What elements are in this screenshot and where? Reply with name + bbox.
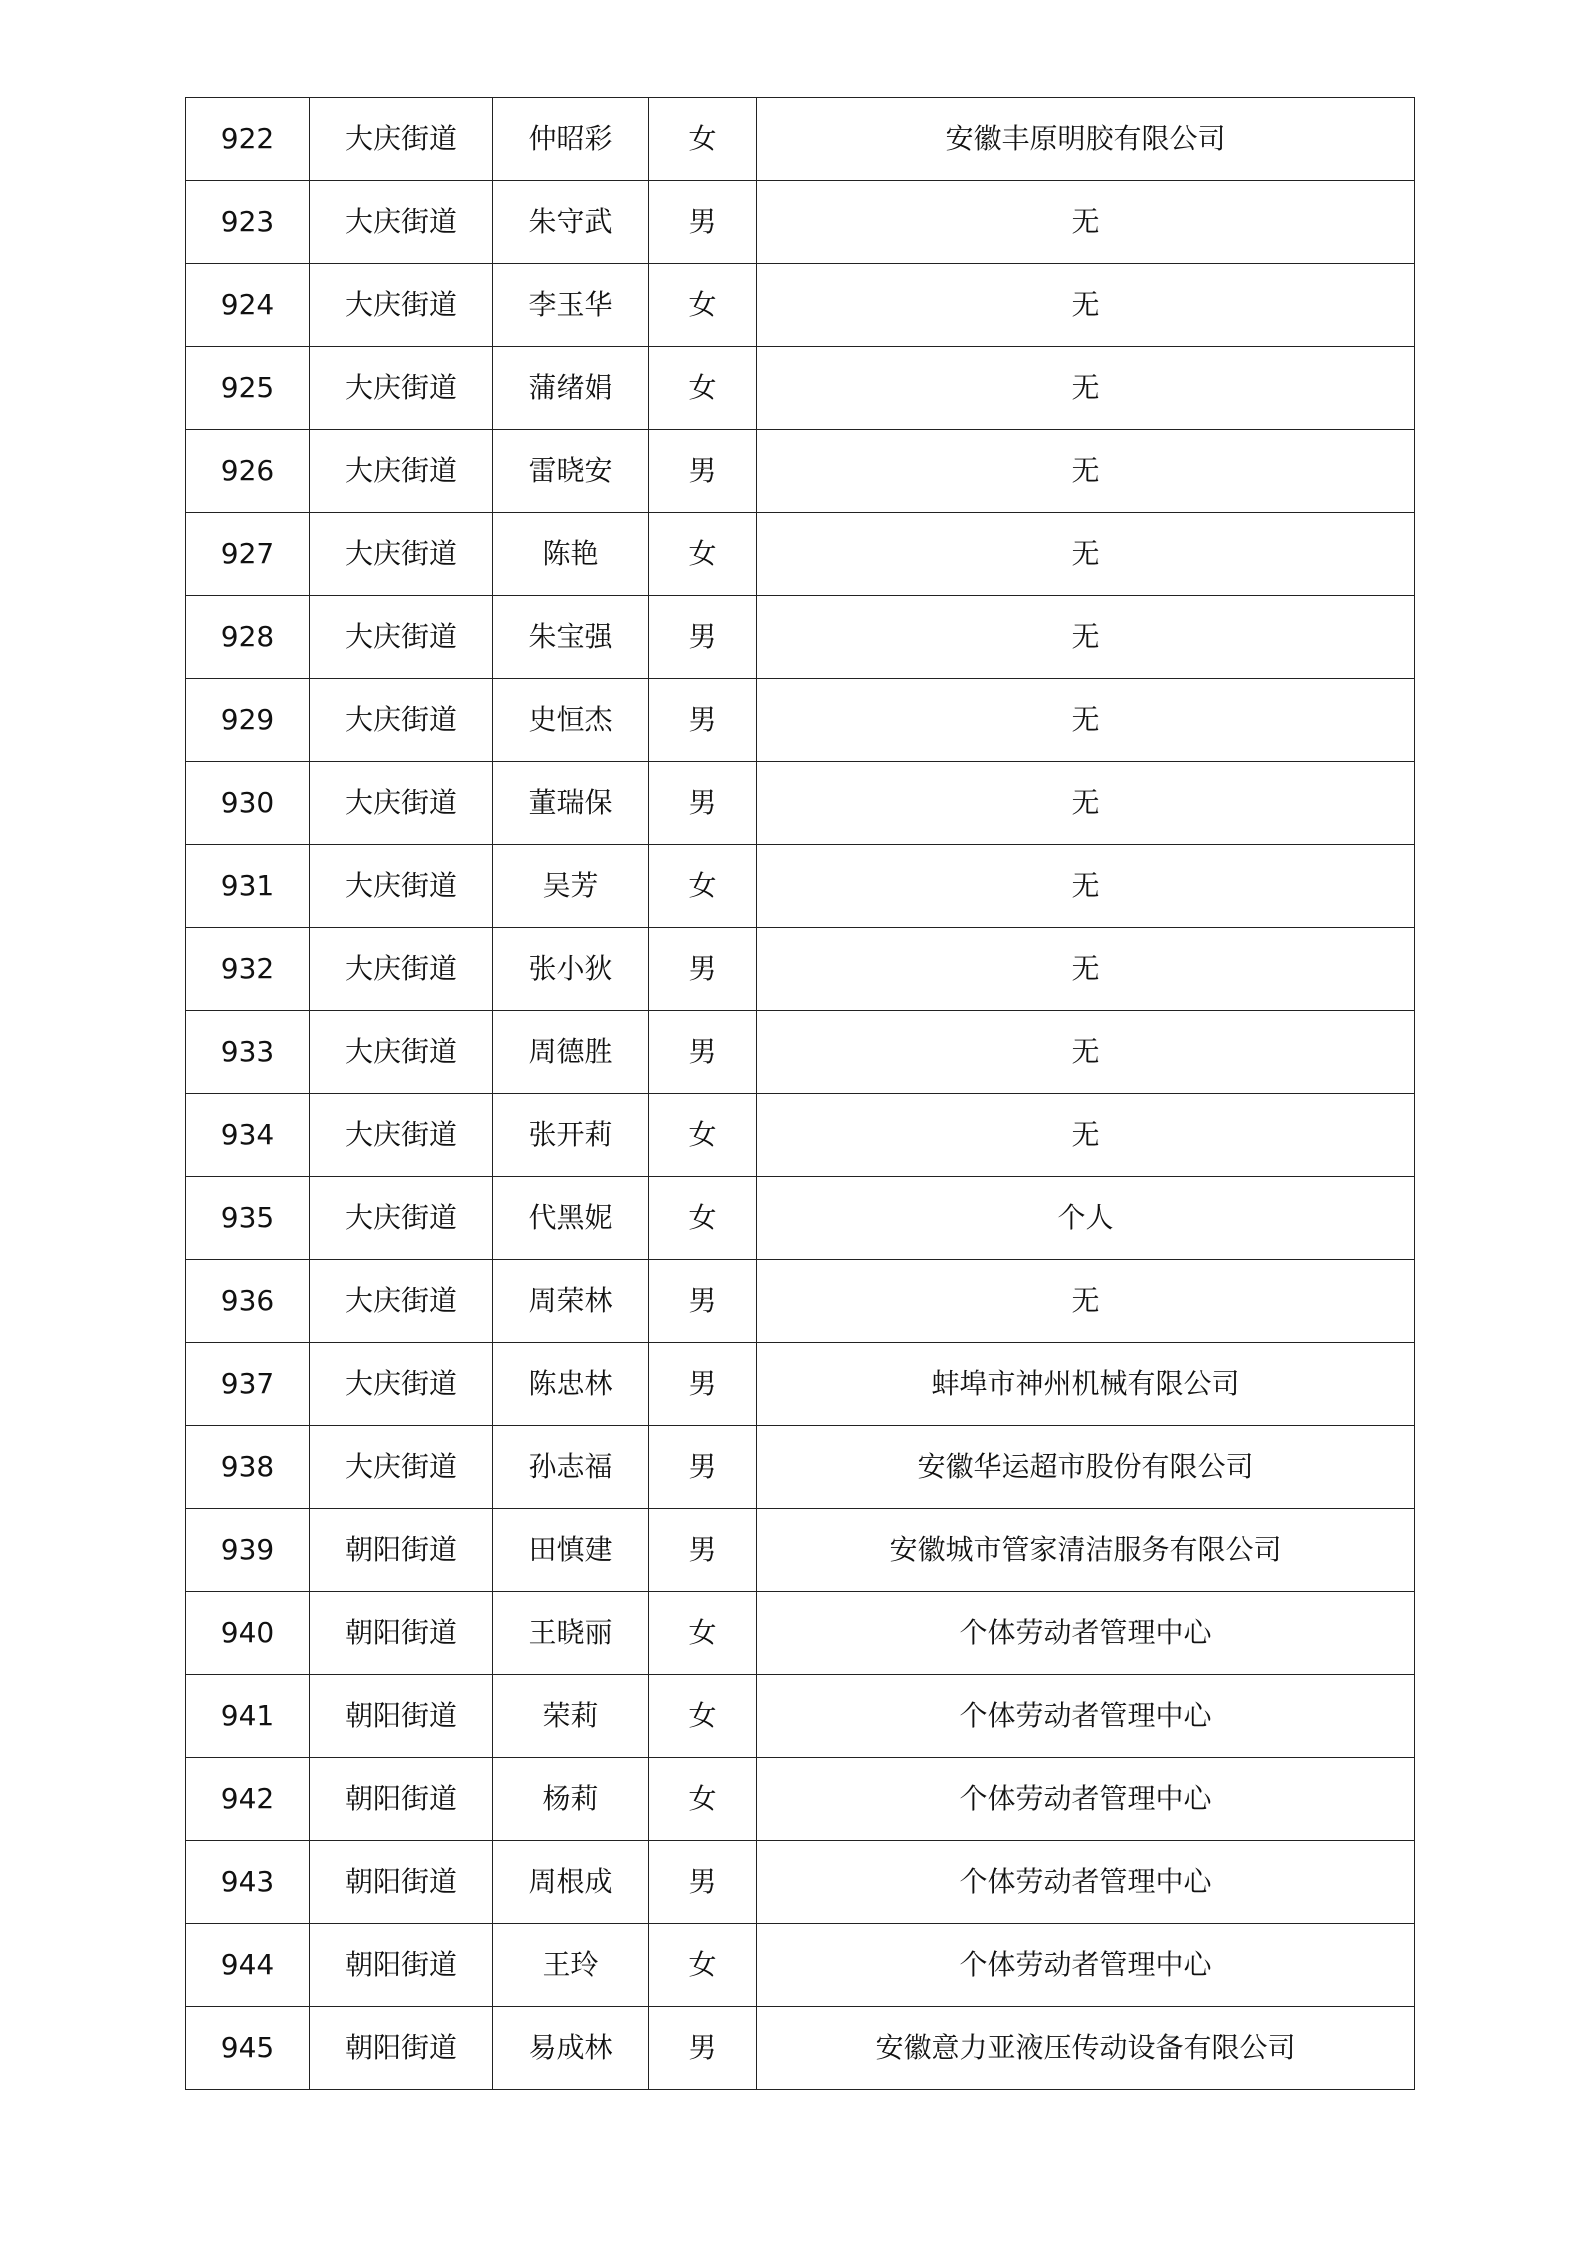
table-row [186, 596, 1415, 679]
row-number: 944 [186, 1924, 310, 2007]
table-row [186, 1011, 1415, 1094]
street-cell: 大庆街道 [310, 513, 493, 596]
name-cell: 王晓丽 [493, 1592, 649, 1675]
organization-cell: 个体劳动者管理中心 [757, 1924, 1415, 2007]
gender-cell: 男 [649, 1343, 757, 1426]
gender-cell: 男 [649, 2007, 757, 2090]
street-cell: 朝阳街道 [310, 2007, 493, 2090]
row-number: 945 [186, 2007, 310, 2090]
gender-cell: 男 [649, 181, 757, 264]
name-cell: 朱宝强 [493, 596, 649, 679]
gender-cell: 男 [649, 679, 757, 762]
row-number: 937 [186, 1343, 310, 1426]
street-cell: 朝阳街道 [310, 1841, 493, 1924]
table-row [186, 1343, 1415, 1426]
row-number: 923 [186, 181, 310, 264]
row-number: 932 [186, 928, 310, 1011]
name-cell: 吴芳 [493, 845, 649, 928]
street-cell: 大庆街道 [310, 264, 493, 347]
row-number: 928 [186, 596, 310, 679]
street-cell: 大庆街道 [310, 845, 493, 928]
gender-cell: 女 [649, 1592, 757, 1675]
table-row [186, 845, 1415, 928]
name-cell: 周荣林 [493, 1260, 649, 1343]
row-number: 929 [186, 679, 310, 762]
name-cell: 陈艳 [493, 513, 649, 596]
row-number: 934 [186, 1094, 310, 1177]
row-number: 930 [186, 762, 310, 845]
table-row [186, 928, 1415, 1011]
table-row [186, 1592, 1415, 1675]
organization-cell: 安徽华运超市股份有限公司 [757, 1426, 1415, 1509]
organization-cell: 安徽城市管家清洁服务有限公司 [757, 1509, 1415, 1592]
street-cell: 大庆街道 [310, 1011, 493, 1094]
organization-cell: 安徽意力亚液压传动设备有限公司 [757, 2007, 1415, 2090]
organization-cell: 个体劳动者管理中心 [757, 1592, 1415, 1675]
street-cell: 朝阳街道 [310, 1924, 493, 2007]
name-cell: 董瑞保 [493, 762, 649, 845]
organization-cell: 无 [757, 845, 1415, 928]
gender-cell: 男 [649, 430, 757, 513]
gender-cell: 女 [649, 513, 757, 596]
organization-cell: 无 [757, 513, 1415, 596]
row-number: 922 [186, 98, 310, 181]
table-row [186, 264, 1415, 347]
table-row [186, 1426, 1415, 1509]
row-number: 933 [186, 1011, 310, 1094]
street-cell: 大庆街道 [310, 98, 493, 181]
table-row [186, 1924, 1415, 2007]
row-number: 925 [186, 347, 310, 430]
row-number: 924 [186, 264, 310, 347]
row-number: 941 [186, 1675, 310, 1758]
organization-cell: 无 [757, 1094, 1415, 1177]
organization-cell: 个体劳动者管理中心 [757, 1758, 1415, 1841]
gender-cell: 男 [649, 1260, 757, 1343]
gender-cell: 女 [649, 98, 757, 181]
name-cell: 荣莉 [493, 1675, 649, 1758]
table-row [186, 1260, 1415, 1343]
name-cell: 代黑妮 [493, 1177, 649, 1260]
street-cell: 大庆街道 [310, 1426, 493, 1509]
organization-cell: 安徽丰原明胶有限公司 [757, 98, 1415, 181]
organization-cell: 无 [757, 679, 1415, 762]
row-number: 927 [186, 513, 310, 596]
organization-cell: 无 [757, 1011, 1415, 1094]
row-number: 938 [186, 1426, 310, 1509]
name-cell: 周德胜 [493, 1011, 649, 1094]
gender-cell: 女 [649, 1094, 757, 1177]
gender-cell: 男 [649, 1841, 757, 1924]
organization-cell: 个人 [757, 1177, 1415, 1260]
name-cell: 张小狄 [493, 928, 649, 1011]
gender-cell: 男 [649, 1509, 757, 1592]
name-cell: 易成林 [493, 2007, 649, 2090]
street-cell: 大庆街道 [310, 181, 493, 264]
table-row [186, 430, 1415, 513]
table-row [186, 181, 1415, 264]
table-row [186, 1841, 1415, 1924]
name-cell: 雷晓安 [493, 430, 649, 513]
gender-cell: 男 [649, 596, 757, 679]
table-row [186, 762, 1415, 845]
street-cell: 大庆街道 [310, 1177, 493, 1260]
table-row [186, 98, 1415, 181]
street-cell: 大庆街道 [310, 347, 493, 430]
organization-cell: 无 [757, 928, 1415, 1011]
gender-cell: 女 [649, 1758, 757, 1841]
table-row [186, 2007, 1415, 2090]
row-number: 943 [186, 1841, 310, 1924]
street-cell: 大庆街道 [310, 1343, 493, 1426]
organization-cell: 个体劳动者管理中心 [757, 1675, 1415, 1758]
organization-cell: 无 [757, 264, 1415, 347]
table-row [186, 347, 1415, 430]
roster-table [185, 97, 1415, 2090]
name-cell: 张开莉 [493, 1094, 649, 1177]
name-cell: 史恒杰 [493, 679, 649, 762]
name-cell: 王玲 [493, 1924, 649, 2007]
gender-cell: 女 [649, 347, 757, 430]
table-row [186, 1509, 1415, 1592]
table-row [186, 1177, 1415, 1260]
name-cell: 仲昭彩 [493, 98, 649, 181]
roster-table-body [186, 98, 1415, 2090]
table-row [186, 1094, 1415, 1177]
table-row [186, 1675, 1415, 1758]
street-cell: 大庆街道 [310, 596, 493, 679]
street-cell: 大庆街道 [310, 430, 493, 513]
organization-cell: 无 [757, 596, 1415, 679]
street-cell: 大庆街道 [310, 762, 493, 845]
organization-cell: 蚌埠市神州机械有限公司 [757, 1343, 1415, 1426]
row-number: 939 [186, 1509, 310, 1592]
table-row [186, 679, 1415, 762]
row-number: 940 [186, 1592, 310, 1675]
name-cell: 陈忠林 [493, 1343, 649, 1426]
street-cell: 大庆街道 [310, 679, 493, 762]
gender-cell: 女 [649, 1177, 757, 1260]
row-number: 931 [186, 845, 310, 928]
row-number: 936 [186, 1260, 310, 1343]
street-cell: 朝阳街道 [310, 1509, 493, 1592]
row-number: 935 [186, 1177, 310, 1260]
table-row [186, 513, 1415, 596]
name-cell: 杨莉 [493, 1758, 649, 1841]
street-cell: 大庆街道 [310, 1094, 493, 1177]
organization-cell: 无 [757, 430, 1415, 513]
name-cell: 田慎建 [493, 1509, 649, 1592]
gender-cell: 男 [649, 762, 757, 845]
organization-cell: 无 [757, 181, 1415, 264]
gender-cell: 女 [649, 1924, 757, 2007]
name-cell: 朱守武 [493, 181, 649, 264]
street-cell: 大庆街道 [310, 928, 493, 1011]
gender-cell: 女 [649, 264, 757, 347]
street-cell: 朝阳街道 [310, 1592, 493, 1675]
organization-cell: 无 [757, 347, 1415, 430]
row-number: 942 [186, 1758, 310, 1841]
street-cell: 朝阳街道 [310, 1675, 493, 1758]
name-cell: 李玉华 [493, 264, 649, 347]
organization-cell: 无 [757, 1260, 1415, 1343]
gender-cell: 女 [649, 845, 757, 928]
street-cell: 朝阳街道 [310, 1758, 493, 1841]
organization-cell: 无 [757, 762, 1415, 845]
gender-cell: 男 [649, 1426, 757, 1509]
row-number: 926 [186, 430, 310, 513]
street-cell: 大庆街道 [310, 1260, 493, 1343]
name-cell: 蒲绪娟 [493, 347, 649, 430]
organization-cell: 个体劳动者管理中心 [757, 1841, 1415, 1924]
gender-cell: 女 [649, 1675, 757, 1758]
gender-cell: 男 [649, 1011, 757, 1094]
gender-cell: 男 [649, 928, 757, 1011]
table-row [186, 1758, 1415, 1841]
name-cell: 周根成 [493, 1841, 649, 1924]
name-cell: 孙志福 [493, 1426, 649, 1509]
